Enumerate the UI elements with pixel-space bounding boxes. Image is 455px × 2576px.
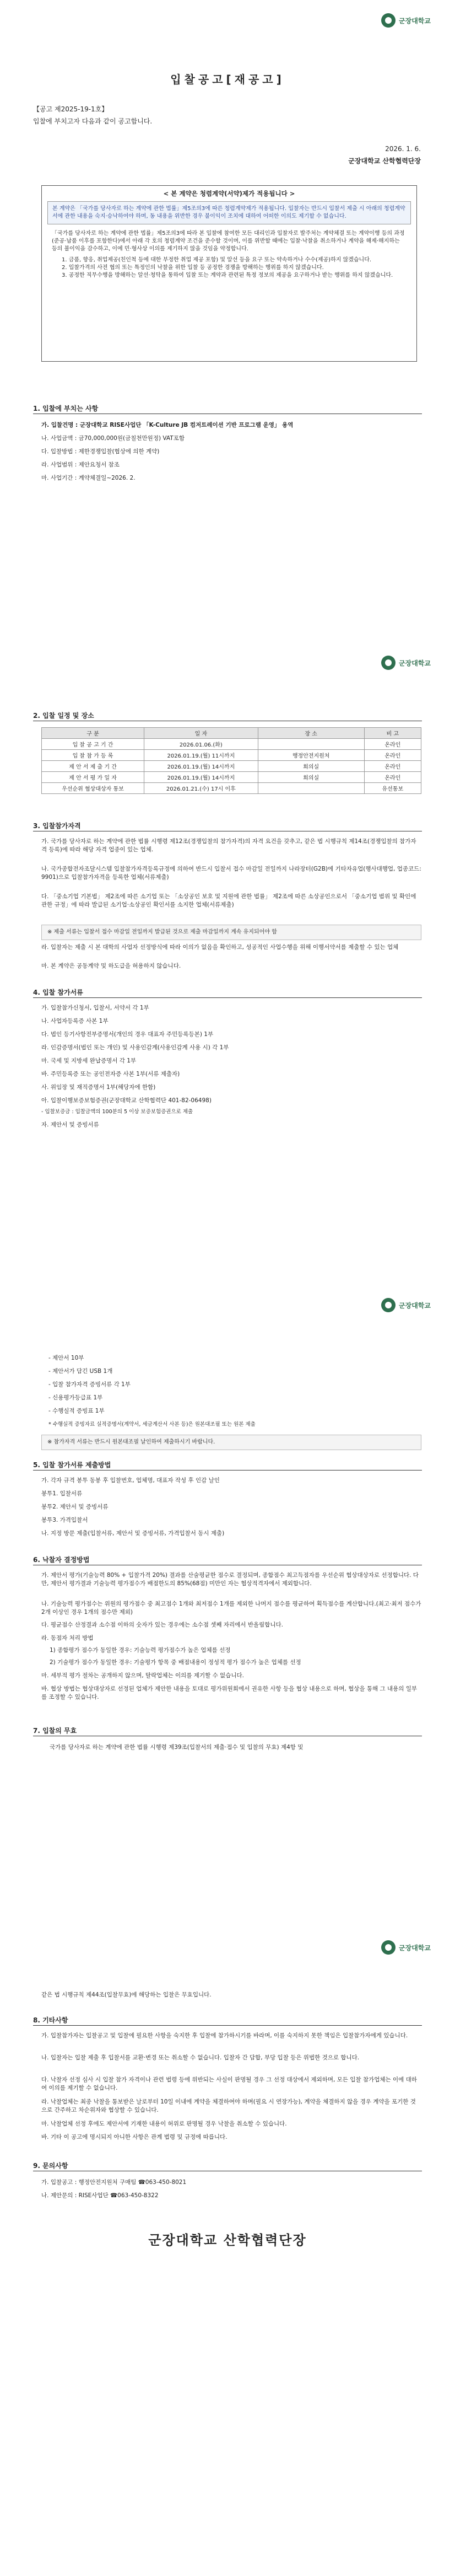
table-cell: 2026.01.19.(월) 14시까지 (144, 772, 258, 783)
s5-line: 가. 각자 규격 봉투 동봉 후 입찰번호, 업체명, 대표자 작성 후 인감 날인 (41, 1477, 220, 1484)
s4b-line: - 제안서 10부 (48, 1355, 84, 1361)
table-cell: 입 찰 참 가 등 록 (42, 750, 144, 761)
s8-line: 가. 입찰참가자는 입찰공고 및 입찰에 필요한 사항을 숙지한 후 입찰에 참가하시기를 바라며, 이를 숙지하지 못한 책임은 입찰참가자에게 있습니다. (41, 2032, 408, 2039)
s4-line: 바. 주민등록증 또는 공인전자증 사본 1부(서류 제출자) (41, 1071, 180, 1077)
s1-line: 라. 사업범위 : 제안요청서 참조 (41, 461, 120, 468)
s1-line: 가. 입찰건명 : 군장대학교 RISE사업단 「K-Culture JB 컴저트레이션 기반 프로그램 운영」 용역 (41, 422, 294, 428)
table-row (42, 761, 421, 772)
s6-line: 2) 기술평가 점수가 동일한 경우: 기술평가 항목 중 배점내용이 정성적 평가 점수가 높은 업체를 선정 (50, 1659, 301, 1666)
table-cell: 회의실 (258, 772, 364, 783)
table-header-cell: 장 소 (258, 728, 364, 739)
s5-line: 봉투2. 제안서 및 증빙서류 (41, 1504, 109, 1510)
s4b-line: - 수행실적 증빙표 1부 (48, 1408, 105, 1414)
section-3-title: 3. 입찰참가자격 (33, 822, 81, 830)
university-emblem-icon (381, 1298, 396, 1312)
s8-line: 다. 낙찰자 선정 심사 시 입찰 참가 자격이나 관련 법령 등에 위반되는 사실이 판명될 경우 그 선정 대상에서 제외하며, 모든 입찰 참가업체는 이에 대하여 이의를 제기할 수 없습니다. (41, 2076, 417, 2091)
s6-line: 1) 종합평가 점수가 동일한 경우: 기술능력 평가점수가 높은 업체를 선정 (50, 1647, 231, 1654)
s3-line: 라. 입찰자는 제출 시 본 대학의 사업자 선정방식에 따라 이의가 없음을 확인하고, 성공적인 사업수행을 위해 이행서약서를 제출할 수 있는 업체 (41, 944, 399, 951)
table-cell: 2026.01.19.(월) 11시까지 (144, 750, 258, 761)
s6-line: 마. 세부적 평가 절차는 공개하지 않으며, 탈락업체는 이의를 제기할 수 없습니다. (41, 1672, 244, 1679)
table-cell (258, 739, 364, 750)
s8-line: 바. 기타 이 공고에 명시되지 아니한 사항은 관계 법령 및 규정에 따릅니다. (41, 2134, 228, 2140)
table-cell: 입 찰 공 고 기 간 (42, 739, 144, 750)
table-cell: 행정안전지원처 (258, 750, 364, 761)
s4b-line: * 수행실적 증빙자료 실적증명서(계약서, 세금계산서 사본 등)은 원본대조필 또는 원본 제출 (48, 1421, 256, 1427)
s4-line: 다. 법인 등기사항전부증명서(개인의 경우 대표자 주민등록등본) 1부 (41, 1031, 214, 1038)
s3-line: 나. 국가종합전자조달시스템 입찰참가자격등록규정에 의하여 반드시 입찰서 접수 마감일 전일까지 나라장터(G2B)에 기타자유업(행사대행업, 업종코드: 9901)으로 입찰참가자격을 등록한 업체(서류제출) (41, 866, 421, 881)
notice-body (47, 230, 411, 283)
university-emblem-icon (381, 13, 396, 28)
table-cell: 온라인 (364, 761, 421, 772)
section-1-title: 1. 입찰에 부치는 사항 (33, 405, 99, 412)
intro-text: 입찰에 부치고자 다음과 같이 공고합니다. (33, 117, 153, 125)
s5-line: 나. 지정 방문 제출(입찰서류, 제안서 및 증빙서류, 가격입찰서 동시 제출) (41, 1530, 225, 1537)
table-row (42, 750, 421, 761)
footer-issuer: 군장대학교 산학협력단장 (148, 2232, 307, 2248)
s3-note: ※ 제출 서류는 입찰서 접수 마감일 전일까지 발급된 것으로 제출 마감일까지 계속 유지되어야 함 (41, 925, 421, 940)
logo-text: 군장대학교 (399, 1944, 431, 1952)
page-2 (0, 642, 455, 1285)
notice-para-2: 「국가를 당사자로 하는 계약에 관한 법률」제5조의3에 따라 본 입찰에 참여한 모든 대리인과 입찰자로 발주처는 계약체결 또는 계약이행 등의 과정(준공·납품 이후를 포함한다)에서 아래 각 호의 청렴계약 조건을 준수할 것이며, 이를 위반할 때에는 입찰·낙찰을 취소하거나 계약을 해제·해지하는 등의 불이익을 감수하고, 이에 민·형사상 이의를 제기하지 않을 것임을 약정합니다. (52, 230, 405, 252)
page-1 (0, 0, 455, 642)
s4-line: 가. 입찰참가신청서, 입찰서, 서약서 각 1부 (41, 1005, 149, 1011)
s3-line: 마. 본 계약은 공동계약 및 하도급을 허용하지 않습니다. (41, 963, 181, 969)
notice-title: < 본 계약은 청렴계약(서약)제가 적용됩니다 > (163, 190, 295, 197)
s8-line: 나. 입찰자는 입찰 제출 후 입찰서를 교환·변경 또는 취소할 수 없습니다. 입찰자 간 담합, 부당 입찰 등은 위법한 것으로 합니다. (41, 2054, 360, 2061)
table-cell: 온라인 (364, 739, 421, 750)
s6-line: 라. 동점자 처리 방법 (41, 1635, 94, 1641)
s5-line: 봉투3. 가격입찰서 (41, 1517, 88, 1523)
table-row (42, 739, 421, 750)
table-header-row (42, 728, 421, 739)
issuer-name: 군장대학교 산학협력단장 (348, 157, 421, 165)
university-logo (381, 1298, 431, 1312)
table-header-cell: 구 분 (42, 728, 144, 739)
section-divider (33, 2025, 422, 2026)
table-cell: 유선통보 (364, 783, 421, 794)
table-cell: 제 안 서 제 출 기 간 (42, 761, 144, 772)
s6-line: 다. 평균점수 산정결과 소수점 이하의 숫자가 있는 경우에는 소수점 셋째 자리에서 반올림합니다. (41, 1622, 283, 1628)
table-header-cell: 비 고 (364, 728, 421, 739)
table-cell: 2026.01.06.(화) (144, 739, 258, 750)
table-cell: 온라인 (364, 772, 421, 783)
s1-line: 다. 입찰방법 : 제한경쟁입찰(협상에 의한 계약) (41, 448, 160, 455)
table-cell (258, 783, 364, 794)
logo-text: 군장대학교 (399, 659, 431, 667)
university-emblem-icon (381, 1940, 396, 1955)
table-row (42, 783, 421, 794)
section-7-title: 7. 입찰의 무효 (33, 1727, 77, 1735)
s7-continued: 같은 법 시행규칙 제44조(입찰무효)에 해당하는 입찰은 무효입니다. (41, 1992, 212, 1998)
notice-date: 2026. 1. 6. (385, 145, 421, 153)
table-cell: 제 안 서 평 가 일 자 (42, 772, 144, 783)
table-cell: 우선순위 협상대상자 통보 (42, 783, 144, 794)
logo-text: 군장대학교 (399, 1301, 431, 1310)
notice-number: 【공고 제2025-19-1호】 (33, 105, 109, 113)
integrity-contract-notice (41, 185, 417, 362)
s4-line: 자. 제안서 및 증빙서류 (41, 1121, 99, 1128)
s6-line: 가. 제안서 평가(기술능력 80% + 입찰가격 20%) 결과를 산술평균한 점수로 결정되며, 종합점수 최고득점자를 우선순위 협상대상자로 선정합니다. 다만, 제안서 평가결과 기술능력 평가점수가 배점한도의 85%(68점) 미만인 자는 협상적격자에서 제외합니다. (41, 1572, 419, 1587)
section-9-title: 9. 문의사항 (33, 2162, 68, 2170)
s4-line: 아. 입찰이행보증보험증권(군장대학교 산학협력단 401-82-06498) (41, 1097, 212, 1104)
section-2-title: 2. 입찰 일정 및 장소 (33, 712, 94, 720)
s4-line: 나. 사업자등록증 사본 1부 (41, 1018, 109, 1024)
s4-line: - 입찰보증금 : 입찰금액의 100분의 5 이상 보증보험증권으로 제출 (41, 1109, 193, 1115)
s9-line: 나. 제안문의 : RISE사업단 ☎063-450-8322 (41, 2192, 159, 2199)
section-6-title: 6. 낙찰자 결정방법 (33, 1556, 90, 1564)
s4-line: 라. 인감증명서(법인 또는 개인) 및 사용인감계(사용인감계 사용 시) 각 1부 (41, 1044, 229, 1051)
s4b-note: ※ 참가자격 서류는 반드시 원본대조필 날인하여 제출하시기 바랍니다. (41, 1435, 421, 1450)
section-divider (33, 997, 422, 998)
s4-line: 마. 국세 및 지방세 완납증명서 각 1부 (41, 1058, 137, 1064)
table-cell: 2026.01.19.(월) 14시까지 (144, 761, 258, 772)
s7-line: 국가를 당사자로 하는 계약에 관한 법률 시행령 제39조(입찰서의 제출·접수 및 입찰의 무효) 제4항 및 (50, 1744, 304, 1751)
notice-item: 1. 금품, 향응, 취업제공(친인척 등에 대한 부정한 취업 제공 포함) 및 알선 등을 요구 또는 약속하거나 수수(제공)하지 않겠습니다. (62, 257, 372, 263)
s8-line: 라. 낙찰업체는 최종 낙찰을 통보받은 날로부터 10일 이내에 계약을 체결하여야 하며(필요 시 연장가능), 계약을 체결하지 않을 경우 계약을 포기한 것으로 간주하고 차순위자와 협상할 수 있습니다. (41, 2099, 416, 2113)
s6-line: 바. 협상 방법는 협상대상자로 선정된 업체가 제안한 내용을 토대로 평가위원회에서 권유한 사항 등을 협상 내용으로 하며, 협상을 통해 그 내용의 일부를 조정할 수 있습니다. (41, 1686, 418, 1700)
s3-line: 가. 국가를 당사자로 하는 계약에 관한 법률 시행령 제12조(경쟁입찰의 참가자격)의 자격 요건을 갖추고, 같은 법 시행규칙 제14조(경쟁입찰의 참가자격 등록)에 따라 해당 자격 업종이 있는 업체. (41, 838, 416, 853)
s9-line: 가. 입찰공고 : 행정안전지원처 구매팀 ☎063-450-8021 (41, 2179, 187, 2186)
s4b-line: - 입찰 참가자격 증빙서류 각 1부 (48, 1381, 131, 1388)
schedule-table (41, 727, 421, 794)
page-3 (0, 1285, 455, 1927)
section-5-title: 5. 입찰 참가서류 제출방법 (33, 1461, 111, 1469)
university-logo (381, 1940, 431, 1955)
s3-line: 다. 「중소기업 기본법」 제2조에 따른 소기업 또는 「소상공인 보호 및 지원에 관한 법률」 제2조에 따른 소상공인으로서 「중소기업 범위 및 확인에 관한 규정」에 따라 발급된 소기업·소상공인 확인서를 소지한 업체(서류제출) (41, 893, 416, 908)
section-8-title: 8. 기타사항 (33, 2016, 68, 2024)
s5-line: 봉투1. 입찰서류 (41, 1490, 83, 1497)
section-4-title: 4. 입찰 참가서류 (33, 989, 83, 996)
s4-line: 사. 위임장 및 재직증명서 1부(해당자에 한함) (41, 1084, 156, 1091)
document-title: 입찰공고[재공고] (170, 73, 285, 86)
table-row (42, 772, 421, 783)
s1-line: 나. 사업금액 : 금70,000,000원(금칠천만원정) VAT포함 (41, 435, 185, 442)
s8-line: 마. 낙찰업체 선정 후에도 제안서에 기재한 내용이 허위로 판명될 경우 낙찰을 취소할 수 있습니다. (41, 2121, 287, 2127)
university-emblem-icon (381, 656, 396, 670)
university-logo (381, 13, 431, 28)
notice-item: 3. 공정한 직무수행을 방해하는 알선·청탁을 통하여 입찰 또는 계약과 관련된 특정 정보의 제공을 요구하거나 받는 행위를 하지 않겠습니다. (62, 272, 393, 278)
logo-text: 군장대학교 (399, 17, 431, 25)
table-cell: 2026.01.21.(수) 17시 이후 (144, 783, 258, 794)
notice-item: 2. 입찰가격의 사전 협의 또는 특정인의 낙찰을 위한 입찰 등 공정한 경쟁을 방해하는 행위를 하지 않겠습니다. (62, 265, 324, 271)
s1-line: 마. 사업기간 : 계약체결일~2026. 2. (41, 475, 136, 481)
section-divider (33, 1470, 422, 1471)
table-cell: 회의실 (258, 761, 364, 772)
university-logo (381, 656, 431, 670)
notice-para-1: 본 계약은 「국가를 당사자로 하는 계약에 관한 법률」제5조의3에 따른 청렴계약제가 적용됩니다. 입찰자는 반드시 입찰서 제출 시 아래의 청렴계약서에 관한 내용을 숙지·승낙하여야 하며, 동 내용을 위반한 경우 불이익이 조치에 대하여 어떠한 이의도 제기할 수 없습니다. (47, 201, 411, 224)
s4b-line: - 제안서가 담긴 USB 1개 (48, 1368, 113, 1375)
s4b-line: - 신용평가등급표 1부 (48, 1394, 103, 1401)
page-4 (0, 1927, 455, 2576)
s6-line: 나. 기술능력 평가점수는 위원의 평가점수 중 최고점수 1개와 최저점수 1개를 제외한 나머지 점수를 평균하여 획득점수를 계산합니다.(최고·최저 점수가 2개 이상인 경우 1개의 점수만 제외) (41, 1601, 421, 1616)
table-header-cell: 일 자 (144, 728, 258, 739)
table-cell: 온라인 (364, 750, 421, 761)
